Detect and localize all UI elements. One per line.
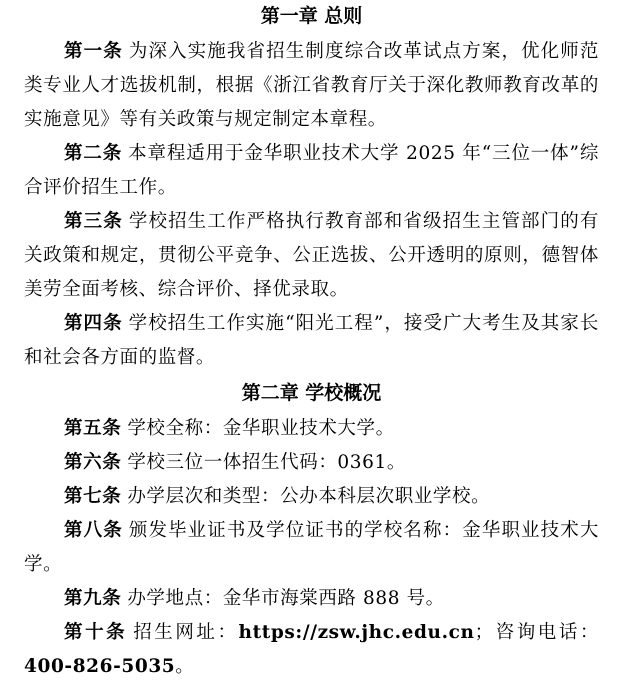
article-5-label: 第五条 [64,418,122,439]
article-1-text: 为深入实施我省招生制度综合改革试点方案，优化师范类专业人才选拔机制，根据《浙江省教育厅关于深化教师教育改革的实施意见》等有关政策与规定制定本章程。 [24,41,599,130]
article-8-text: 颁发毕业证书及学位证书的学校名称：金华职业技术大学。 [24,520,599,575]
article-6-text: 学校三位一体招生代码：0361。 [127,452,406,473]
article-4 [24,307,599,375]
article-3-label: 第三条 [64,211,123,232]
article-4-text: 学校招生工作实施“阳光工程”，接受广大考生及其家长和社会各方面的监督。 [24,313,599,368]
article-1-label: 第一条 [64,41,123,62]
article-8-label: 第八条 [64,520,123,541]
article-2 [24,137,599,205]
article-10-middle: ；咨询电话： [474,622,599,643]
article-2-label: 第二条 [64,143,123,164]
article-7-label: 第七条 [64,486,122,507]
article-5 [24,412,599,446]
article-4-label: 第四条 [64,313,123,334]
article-9-text: 办学地点：金华市海棠西路 888 号。 [127,588,445,609]
article-10 [24,616,599,684]
article-2-text: 本章程适用于金华职业技术大学 2025 年“三位一体”综合评价招生工作。 [24,143,599,198]
article-6 [24,446,599,480]
article-3-text: 学校招生工作严格执行教育部和省级招生主管部门的有关政策和规定，贯彻公平竞争、公正选拔、公开透明的原则，德智体美劳全面考核、综合评价、择优录取。 [24,211,599,300]
article-7-text: 办学层次和类型：公办本科层次职业学校。 [127,486,491,507]
article-5-text: 学校全称：金华职业技术大学。 [127,418,395,439]
article-10-label: 第十条 [64,622,128,643]
chapter-1-title: 第一章 总则 [260,5,363,27]
article-10-prefix: 招生网址： [133,622,239,643]
article-6-label: 第六条 [64,452,122,473]
article-1 [24,35,599,137]
article-3 [24,205,599,307]
chapter-2-title: 第二章 学校概况 [241,382,382,404]
article-9 [24,582,599,616]
article-10-suffix: 。 [175,656,195,677]
article-8 [24,514,599,582]
consult-phone: 400-826-5035 [24,656,176,677]
article-7 [24,480,599,514]
article-9-label: 第九条 [64,588,122,609]
admissions-url-link[interactable]: https://zsw.jhc.edu.cn [238,622,475,643]
